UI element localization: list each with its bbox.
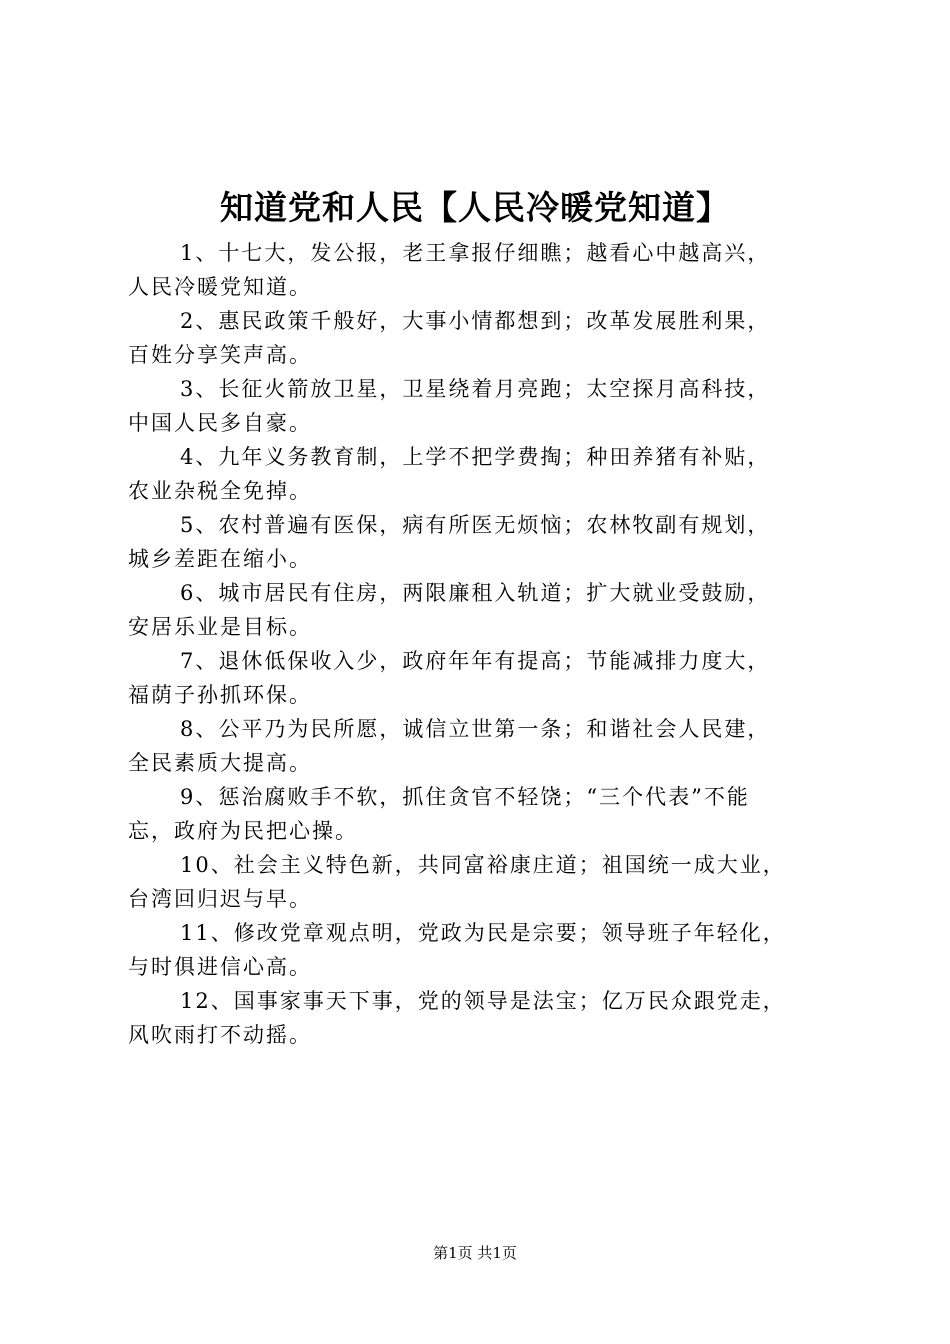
paragraph-line: 人民冷暖党知道。: [128, 275, 312, 299]
paragraph-1: [128, 236, 840, 304]
page-number-footer: 第1页 共1页: [433, 1244, 517, 1262]
paragraph-line: 福荫子孙抓环保。: [128, 683, 312, 707]
paragraph-line: 3、长征火箭放卫星，卫星绕着月亮跑；太空探月高科技，: [180, 377, 771, 401]
paragraph-line: 6、城市居民有住房，两限廉租入轨道；扩大就业受鼓励，: [180, 581, 771, 605]
paragraph-line: 7、退休低保收入少，政府年年有提高；节能减排力度大，: [180, 649, 771, 673]
paragraph-line: 9、惩治腐败手不软，抓住贪官不轻饶；“三个代表”不能: [180, 785, 750, 809]
paragraph-7: [128, 644, 840, 712]
paragraph-line: 农业杂税全免掉。: [128, 479, 312, 503]
paragraph-2: [128, 304, 840, 372]
paragraph-line: 10、社会主义特色新，共同富裕康庄道；祖国统一成大业，: [180, 853, 786, 877]
paragraph-12: [128, 984, 840, 1052]
paragraph-6: [128, 576, 840, 644]
paragraph-3: [128, 372, 840, 440]
paragraph-line: 与时俱进信心高。: [128, 955, 312, 979]
paragraph-line: 百姓分享笑声高。: [128, 343, 312, 367]
document-title: 知道党和人民【人民冷暖党知道】: [220, 188, 730, 227]
paragraph-line: 中国人民多自豪。: [128, 411, 312, 435]
paragraph-line: 8、公平乃为民所愿，诚信立世第一条；和谐社会人民建，: [180, 717, 771, 741]
paragraph-line: 4、九年义务教育制，上学不把学费掏；种田养猪有补贴，: [180, 445, 771, 469]
paragraph-line: 5、农村普遍有医保，病有所医无烦恼；农林牧副有规划，: [180, 513, 771, 537]
paragraph-line: 2、惠民政策千般好，大事小情都想到；改革发展胜利果，: [180, 309, 771, 333]
paragraph-11: [128, 916, 840, 984]
document-body: [128, 236, 840, 1052]
paragraph-10: [128, 848, 840, 916]
paragraph-line: 城乡差距在缩小。: [128, 547, 312, 571]
paragraph-line: 安居乐业是目标。: [128, 615, 312, 639]
paragraph-4: [128, 440, 840, 508]
paragraph-line: 忘，政府为民把心操。: [128, 819, 358, 843]
paragraph-line: 11、修改党章观点明，党政为民是宗要；领导班子年轻化，: [180, 921, 786, 945]
paragraph-8: [128, 712, 840, 780]
paragraph-5: [128, 508, 840, 576]
paragraph-9: [128, 780, 840, 848]
paragraph-line: 风吹雨打不动摇。: [128, 1023, 312, 1047]
paragraph-line: 1、十七大，发公报，老王拿报仔细瞧；越看心中越高兴，: [180, 241, 771, 265]
paragraph-line: 全民素质大提高。: [128, 751, 312, 775]
paragraph-line: 12、国事家事天下事，党的领导是法宝；亿万民众跟党走，: [180, 989, 786, 1013]
paragraph-line: 台湾回归迟与早。: [128, 887, 312, 911]
